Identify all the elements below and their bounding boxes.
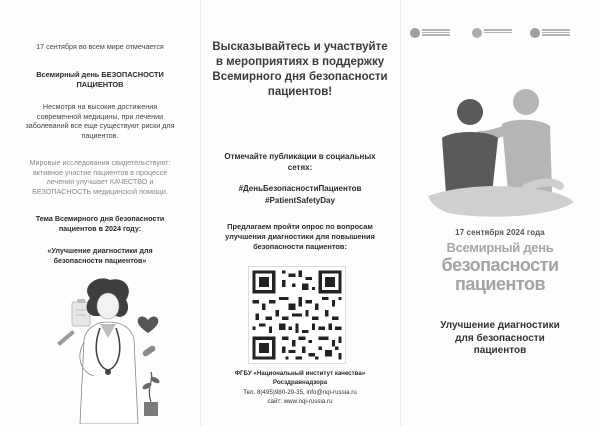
roszdravnadzor-logo-icon	[530, 26, 570, 40]
syringe-icon	[57, 330, 75, 346]
patient-safety-illustration	[426, 84, 576, 224]
paragraph-risks: Несмотря на высокие достижения современной медицины, при лечении заболеваний все еще существуют риски для пациентов.	[25, 102, 175, 141]
theme-quote: «Улучшение диагностики для безопасности пациентов»	[47, 246, 153, 265]
intro-text: 17 сентября во всем мире отмечается	[36, 42, 164, 51]
org-name: ФГБУ «Национальный институт качества»	[234, 370, 366, 377]
event-date: 17 сентября 2024 года	[455, 228, 545, 237]
right-panel	[400, 0, 600, 426]
survey-qr-code[interactable]	[248, 266, 346, 364]
theme-intro: Тема Всемирного дня безопасности пациентов в 2024 году:	[35, 214, 165, 233]
hashtag-en[interactable]: #PatientSafetyDay	[265, 196, 335, 205]
event-title: Всемирный день БЕЗОПАСНОСТИ ПАЦИЕНТОВ	[36, 70, 164, 89]
cover-title-line1: Всемирный день	[446, 240, 554, 255]
patient-figure-icon	[442, 99, 498, 194]
who-logo-icon	[472, 26, 512, 40]
cover-title-line2: безопасности пациентов	[441, 255, 559, 294]
ministry-logo-icon	[410, 26, 450, 40]
cover-theme: Улучшение диагностики для безопасности пациентов	[440, 320, 560, 356]
call-to-action-headline: Высказывайтесь и участвуйте в мероприятиях в поддержку Всемирного дня безопасности пациентов!	[212, 41, 388, 98]
partner-logos	[410, 26, 590, 42]
left-panel	[0, 0, 200, 426]
hashtag-ru[interactable]: #ДеньБезопасностиПациентов	[238, 184, 362, 193]
heart-icon	[138, 316, 159, 333]
org-name-2: Росздравнадзора	[272, 379, 328, 386]
survey-text: Предлагаем пройти опрос по вопросам улучшения диагностики для повышения безопасности пациентов:	[225, 222, 375, 251]
social-intro: Отмечайте публикации в социальных сетях:	[224, 152, 376, 172]
paragraph-research: Мировые исследования свидетельствуют: активное участие пациентов в процессе лечения улучшает КАЧЕСТВО и БЕЗОПАСНОСТЬ медицинской помощи.	[29, 158, 171, 197]
contact-website[interactable]: сайт: www.nqi-russia.ru	[267, 398, 333, 405]
plant-icon	[141, 372, 160, 416]
contact-phone-email[interactable]: Тел. 8(495)980-29-35, info@nqi-russia.ru	[243, 389, 357, 396]
doctor-illustration	[50, 276, 170, 424]
pill-icon	[142, 345, 157, 358]
middle-panel	[200, 0, 400, 426]
